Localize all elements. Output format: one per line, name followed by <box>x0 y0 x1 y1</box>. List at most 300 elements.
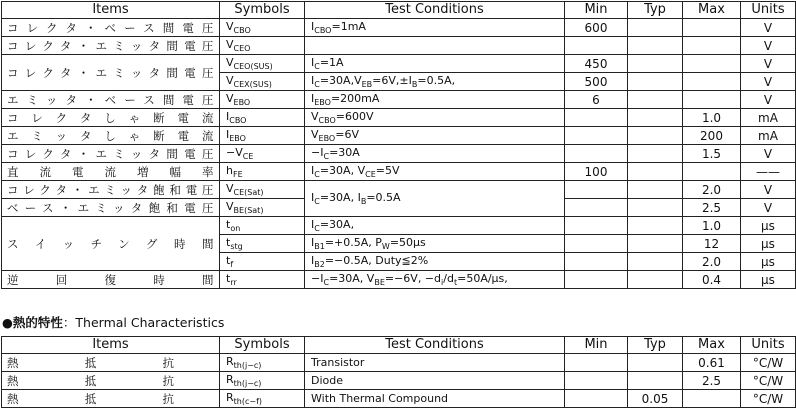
unit-value: °C/W <box>752 355 784 370</box>
condition-cell <box>305 235 565 253</box>
unit-value: μs <box>761 236 775 251</box>
symbol-subscript: EBO <box>233 98 251 107</box>
thermal-symbol-cell <box>220 354 305 372</box>
symbol-main: t <box>226 254 231 267</box>
max-value: 1.0 <box>701 110 722 125</box>
thermal-max-cell <box>683 390 741 408</box>
thermal-header-max: Max <box>683 337 741 354</box>
symbol-cell <box>220 271 305 289</box>
symbol-subscript: CE(Sat) <box>233 188 264 197</box>
header-typ: Typ <box>628 2 683 19</box>
max-cell <box>683 163 741 181</box>
item-label: 直流電流増幅率 <box>7 164 214 179</box>
symbol-subscript: th(c−f) <box>233 397 263 406</box>
unit-value: mA <box>758 128 778 143</box>
symbol-cell <box>220 55 305 73</box>
min-cell <box>565 91 628 109</box>
thermal-min-cell <box>565 354 628 372</box>
thermal-row <box>2 354 796 372</box>
thermal-item-label: 熱抵抗 <box>7 391 214 406</box>
thermal-symbol-cell <box>220 372 305 390</box>
min-cell <box>565 73 628 91</box>
condition-cell <box>305 181 565 217</box>
condition-subscript: i <box>441 278 444 287</box>
condition-text: =6V,±I <box>372 74 412 87</box>
thermal-unit-cell <box>741 372 796 390</box>
condition-text: =−6V, −d <box>384 272 442 285</box>
max-cell <box>683 253 741 271</box>
unit-cell <box>741 217 796 235</box>
symbol-subscript: EBO <box>229 134 246 143</box>
condition-text: I <box>311 56 315 69</box>
condition-subscript: EBO <box>314 98 331 107</box>
condition-text: =30A,V <box>319 74 362 87</box>
header-conditions: Test Conditions <box>305 2 565 19</box>
table-row <box>2 37 796 55</box>
symbol-main: R <box>226 355 234 368</box>
min-value: 500 <box>584 74 608 89</box>
thermal-header-min: Min <box>565 337 628 354</box>
condition-text: =30A, <box>319 218 355 231</box>
condition-subscript: CBO <box>314 26 332 35</box>
condition-text: =30A, V <box>319 164 366 177</box>
condition-subscript: B2 <box>314 260 325 269</box>
symbol-cell <box>220 37 305 55</box>
condition-cell <box>305 91 565 109</box>
thermal-item-cell <box>2 372 220 390</box>
min-cell <box>565 181 628 199</box>
thermal-symbol-cell <box>220 390 305 408</box>
thermal-condition-cell <box>305 372 565 390</box>
symbol-cell <box>220 217 305 235</box>
table-row <box>2 127 796 145</box>
max-cell <box>683 145 741 163</box>
table-row <box>2 55 796 73</box>
item-cell <box>2 109 220 127</box>
thermal-item-cell <box>2 390 220 408</box>
thermal-unit-cell <box>741 390 796 408</box>
item-cell <box>2 271 220 289</box>
condition-text: Transistor <box>311 355 365 369</box>
max-value: 0.61 <box>698 355 725 370</box>
symbol-cell <box>220 19 305 37</box>
condition-text: =+0.5A, P <box>324 236 382 249</box>
symbol-cell <box>220 163 305 181</box>
symbol-main: V <box>226 56 234 69</box>
symbol-main: V <box>226 38 234 51</box>
min-value: 450 <box>584 56 608 71</box>
min-cell <box>565 235 628 253</box>
item-label: コレクタ・ベース間電圧 <box>7 20 214 35</box>
condition-subscript: C <box>314 80 320 89</box>
max-value: 2.5 <box>701 373 722 388</box>
max-cell <box>683 37 741 55</box>
unit-value: V <box>763 74 773 89</box>
table-row <box>2 271 796 289</box>
unit-value: °C/W <box>752 391 784 406</box>
typ-cell <box>628 91 683 109</box>
symbol-subscript: BE(Sat) <box>233 206 264 215</box>
thermal-row <box>2 372 796 390</box>
symbol-main: R <box>226 373 234 386</box>
item-label: コレクタ・エミッタ間電圧 <box>7 65 214 80</box>
thermal-typ-cell <box>628 354 683 372</box>
typ-cell <box>628 109 683 127</box>
max-value: 1.5 <box>701 146 722 161</box>
typ-cell <box>628 235 683 253</box>
max-cell <box>683 271 741 289</box>
unit-value: V <box>763 38 773 53</box>
unit-value: V <box>763 20 773 35</box>
max-cell <box>683 217 741 235</box>
symbol-main: V <box>226 182 234 195</box>
min-cell <box>565 37 628 55</box>
symbol-cell <box>220 235 305 253</box>
condition-text: =600V <box>335 110 374 123</box>
header-min: Min <box>565 2 628 19</box>
max-value: 1.0 <box>701 218 722 233</box>
item-label: 逆回復時間 <box>7 272 214 287</box>
item-label: コレクタ・エミッタ間電圧 <box>7 38 214 53</box>
condition-cell <box>305 55 565 73</box>
condition-cell <box>305 163 565 181</box>
min-cell <box>565 55 628 73</box>
condition-cell <box>305 217 565 235</box>
condition-subscript: C <box>323 152 330 161</box>
condition-text: =0.5A <box>366 191 401 204</box>
condition-text: =50A/μs, <box>457 272 508 285</box>
min-cell <box>565 145 628 163</box>
typ-cell <box>628 253 683 271</box>
thermal-min-cell <box>565 390 628 408</box>
symbol-subscript: CE <box>242 152 254 161</box>
condition-subscript: BE <box>374 278 385 287</box>
symbol-main: t <box>226 236 231 249</box>
symbol-main: V <box>226 200 234 213</box>
condition-text: =30A <box>329 146 360 159</box>
typ-cell <box>628 181 683 199</box>
symbol-subscript: th(j−c) <box>233 379 262 388</box>
header-max: Max <box>683 2 741 19</box>
item-cell <box>2 199 220 217</box>
unit-value: μs <box>761 218 775 233</box>
min-cell <box>565 217 628 235</box>
thermal-section-title-en: ：Thermal Characteristics <box>62 315 225 330</box>
condition-text: =6V <box>335 128 359 141</box>
condition-cell <box>305 73 565 91</box>
condition-subscript: C <box>323 278 330 287</box>
symbol-main: V <box>226 92 234 105</box>
item-cell <box>2 19 220 37</box>
symbol-main: h <box>226 164 233 177</box>
condition-text: V <box>311 128 319 141</box>
table-row <box>2 109 796 127</box>
min-cell <box>565 127 628 145</box>
condition-subscript: B <box>411 80 418 89</box>
typ-cell <box>628 73 683 91</box>
unit-cell <box>741 73 796 91</box>
typ-cell <box>628 199 683 217</box>
thermal-section-title <box>2 314 224 332</box>
min-value: 600 <box>584 20 608 35</box>
condition-text: −I <box>311 146 324 159</box>
condition-subscript: C <box>314 224 320 233</box>
thermal-item-label: 熱抵抗 <box>7 373 214 388</box>
item-label: エミッタしゃ断電流 <box>7 128 214 143</box>
item-cell <box>2 55 220 91</box>
condition-text: Diode <box>311 373 344 387</box>
typ-cell <box>628 55 683 73</box>
thermal-condition-cell <box>305 390 565 408</box>
condition-subscript: W <box>381 242 390 251</box>
typ-cell <box>628 145 683 163</box>
unit-cell <box>741 181 796 199</box>
condition-cell <box>305 19 565 37</box>
unit-cell <box>741 235 796 253</box>
max-cell <box>683 73 741 91</box>
condition-cell <box>305 271 565 289</box>
unit-value: —— <box>756 164 780 179</box>
condition-text: I <box>311 164 315 177</box>
max-value: 2.5 <box>701 200 722 215</box>
symbol-cell <box>220 109 305 127</box>
thermal-max-cell <box>683 372 741 390</box>
symbol-subscript: th(j−c) <box>233 361 262 370</box>
thermal-section-title-jp: ●熱的特性 <box>2 315 63 330</box>
condition-text: I <box>311 236 315 249</box>
thermal-max-cell <box>683 354 741 372</box>
symbol-subscript: stg <box>230 242 243 251</box>
thermal-item-cell <box>2 354 220 372</box>
item-cell <box>2 163 220 181</box>
unit-cell <box>741 91 796 109</box>
min-cell <box>565 253 628 271</box>
symbol-subscript: f <box>230 260 234 269</box>
max-value: 2.0 <box>701 182 722 197</box>
item-cell <box>2 37 220 55</box>
condition-text: With Thermal Compound <box>311 391 449 405</box>
thermal-row <box>2 390 796 408</box>
min-cell <box>565 199 628 217</box>
item-label: コレクタ・エミッタ飽和電圧 <box>7 182 214 197</box>
symbol-cell <box>220 91 305 109</box>
symbol-main: V <box>226 20 234 33</box>
condition-subscript: C <box>314 170 320 179</box>
thermal-condition-cell <box>305 354 565 372</box>
min-value: 6 <box>592 92 600 107</box>
table-row <box>2 217 796 235</box>
min-value: 100 <box>584 164 608 179</box>
symbol-subscript: CEO <box>233 44 251 53</box>
symbol-subscript: CEO(SUS) <box>233 62 273 71</box>
table-row <box>2 19 796 37</box>
thermal-characteristics-table <box>1 336 796 408</box>
condition-text: /d <box>443 272 454 285</box>
symbol-cell <box>220 127 305 145</box>
unit-cell <box>741 199 796 217</box>
condition-subscript: CBO <box>318 116 336 125</box>
condition-cell <box>305 127 565 145</box>
header-row <box>2 2 796 19</box>
symbol-main: t <box>226 272 231 285</box>
unit-value: V <box>763 146 773 161</box>
min-cell <box>565 271 628 289</box>
symbol-subscript: FE <box>232 170 243 179</box>
thermal-header-units: Units <box>741 337 796 354</box>
min-cell <box>565 163 628 181</box>
symbol-main: −V <box>226 146 243 159</box>
condition-text: =0.5A, <box>417 74 456 87</box>
unit-value: V <box>763 182 773 197</box>
thermal-header-row <box>2 337 796 354</box>
min-cell <box>565 19 628 37</box>
condition-text: −I <box>311 272 324 285</box>
condition-text: =5V <box>375 164 400 177</box>
condition-text: =30A, I <box>319 191 361 204</box>
condition-text: V <box>311 110 319 123</box>
max-cell <box>683 91 741 109</box>
item-label: コレクタ・エミッタ間電圧 <box>7 146 214 161</box>
min-cell <box>565 109 628 127</box>
max-cell <box>683 181 741 199</box>
condition-subscript: t <box>453 278 458 287</box>
typ-cell <box>628 271 683 289</box>
condition-text: =1A <box>319 56 344 69</box>
header-symbols: Symbols <box>220 2 305 19</box>
condition-text: =1mA <box>331 20 366 33</box>
condition-subscript: C <box>314 197 320 206</box>
symbol-subscript: on <box>230 224 241 233</box>
header-units: Units <box>741 2 796 19</box>
typ-cell <box>628 217 683 235</box>
max-cell <box>683 55 741 73</box>
max-cell <box>683 199 741 217</box>
unit-cell <box>741 109 796 127</box>
unit-cell <box>741 127 796 145</box>
symbol-main: I <box>226 110 230 123</box>
symbol-subscript: CBO <box>229 116 247 125</box>
symbol-subscript: CEX(SUS) <box>233 80 272 89</box>
max-cell <box>683 127 741 145</box>
thermal-unit-cell <box>741 354 796 372</box>
thermal-item-label: 熱抵抗 <box>7 355 214 370</box>
table-row <box>2 91 796 109</box>
condition-cell <box>305 37 565 55</box>
symbol-main: t <box>226 218 231 231</box>
condition-text: I <box>311 20 315 33</box>
symbol-cell <box>220 199 305 217</box>
unit-value: °C/W <box>752 373 784 388</box>
max-value: 12 <box>703 236 720 251</box>
unit-value: V <box>763 56 773 71</box>
symbol-cell <box>220 253 305 271</box>
condition-text: =50μs <box>389 236 426 249</box>
symbol-cell <box>220 145 305 163</box>
item-label: スイッチング時間 <box>7 236 214 251</box>
typ-cell <box>628 19 683 37</box>
max-value: 2.0 <box>701 254 722 269</box>
item-cell <box>2 217 220 271</box>
max-value: 200 <box>700 128 723 143</box>
item-label: ベース・エミッタ飽和電圧 <box>7 200 214 215</box>
unit-cell <box>741 145 796 163</box>
condition-text: I <box>311 254 315 267</box>
thermal-header-conditions: Test Conditions <box>305 337 565 354</box>
symbol-main: V <box>226 74 234 87</box>
thermal-typ-cell <box>628 390 683 408</box>
condition-text: I <box>311 191 315 204</box>
unit-cell <box>741 253 796 271</box>
thermal-header-items: Items <box>2 337 220 354</box>
typ-cell <box>628 127 683 145</box>
symbol-cell <box>220 73 305 91</box>
unit-cell <box>741 163 796 181</box>
table-row <box>2 145 796 163</box>
unit-cell <box>741 19 796 37</box>
symbol-subscript: CBO <box>233 26 251 35</box>
unit-cell <box>741 37 796 55</box>
condition-subscript: EB <box>361 80 373 89</box>
condition-text: =30A, V <box>329 272 375 285</box>
item-cell <box>2 181 220 199</box>
table-row <box>2 163 796 181</box>
unit-value: μs <box>761 272 775 287</box>
unit-value: V <box>763 200 773 215</box>
max-cell <box>683 235 741 253</box>
condition-text: I <box>311 218 315 231</box>
condition-cell <box>305 109 565 127</box>
condition-text: I <box>311 74 315 87</box>
unit-value: mA <box>758 110 778 125</box>
electrical-characteristics-table <box>1 1 796 289</box>
symbol-subscript: rr <box>230 278 237 287</box>
item-cell <box>2 145 220 163</box>
max-cell <box>683 109 741 127</box>
item-cell <box>2 91 220 109</box>
condition-cell <box>305 253 565 271</box>
typ-value: 0.05 <box>641 391 669 406</box>
symbol-cell <box>220 181 305 199</box>
table-row <box>2 181 796 199</box>
max-cell <box>683 19 741 37</box>
condition-subscript: B <box>360 197 367 206</box>
condition-text: I <box>311 92 315 105</box>
unit-value: μs <box>761 254 775 269</box>
condition-subscript: B1 <box>314 242 325 251</box>
symbol-main: I <box>226 128 230 141</box>
thermal-min-cell <box>565 372 628 390</box>
thermal-typ-cell <box>628 372 683 390</box>
unit-cell <box>741 271 796 289</box>
thermal-header-typ: Typ <box>628 337 683 354</box>
symbol-main: R <box>226 391 234 404</box>
thermal-header-symbols: Symbols <box>220 337 305 354</box>
condition-text: =−0.5A, Duty≦2% <box>324 254 429 267</box>
unit-value: V <box>763 92 773 107</box>
typ-cell <box>628 37 683 55</box>
typ-cell <box>628 163 683 181</box>
item-label: コレクタしゃ断電流 <box>7 110 214 125</box>
item-cell <box>2 127 220 145</box>
condition-cell <box>305 145 565 163</box>
unit-cell <box>741 55 796 73</box>
condition-subscript: C <box>314 62 320 71</box>
header-items: Items <box>2 2 220 19</box>
condition-subscript: EBO <box>318 134 336 143</box>
max-value: 0.4 <box>701 272 722 287</box>
condition-subscript: CE <box>365 170 376 179</box>
item-label: エミッタ・ベース間電圧 <box>7 92 214 107</box>
